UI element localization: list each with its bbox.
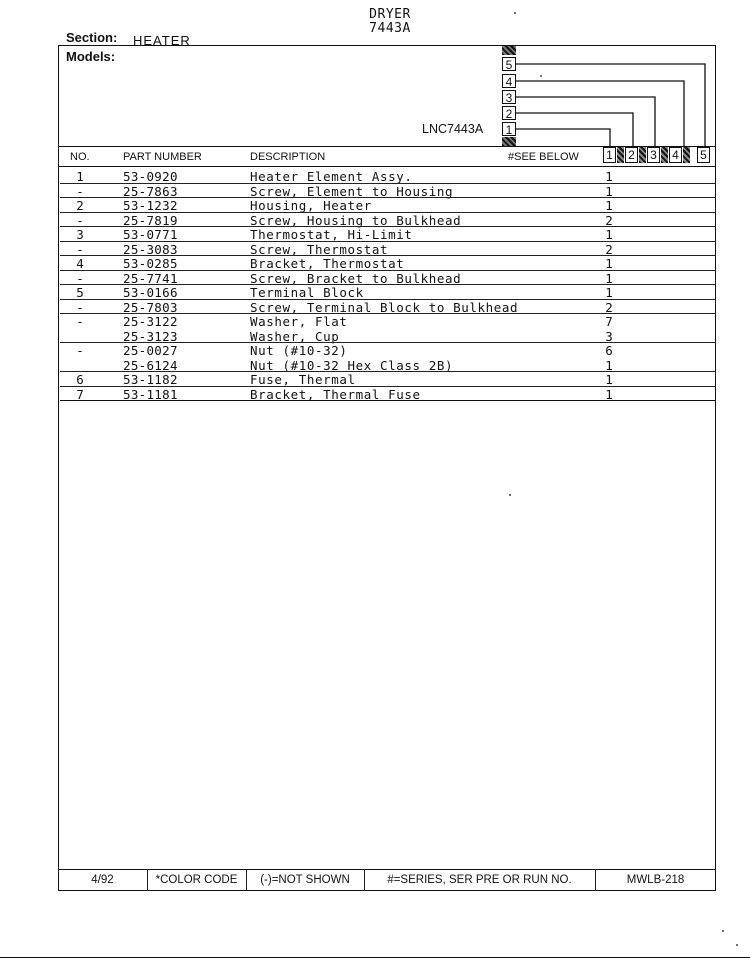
row-qty: 6 — [605, 343, 613, 358]
scan-speck — [514, 12, 516, 14]
row-part-number: 53-1181 — [123, 386, 178, 402]
footer-not-shown: (-)=NOT SHOWN — [260, 874, 350, 886]
row-part-number: 25-3123 — [123, 328, 178, 344]
row-description: Heater Element Assy. — [250, 169, 413, 184]
row-description: Nut (#10-32) — [250, 343, 348, 358]
series-box-5: 5 — [697, 147, 710, 163]
col-header-no: NO. — [70, 151, 90, 163]
row-rule — [60, 270, 716, 271]
row-part-number: 25-7741 — [123, 270, 178, 286]
model-code: 7443A — [369, 21, 411, 36]
series-box-2: 2 — [625, 147, 638, 163]
row-no: - — [76, 343, 84, 358]
header-bottom-rule — [58, 166, 716, 167]
series-hatch-1 — [617, 147, 624, 163]
row-part-number: 25-3122 — [123, 314, 178, 329]
row-part-number: 53-1232 — [123, 198, 178, 213]
page-bottom-rule — [0, 957, 750, 958]
series-hatch-3 — [661, 147, 668, 163]
row-description: Bracket, Thermostat — [250, 256, 405, 271]
model-box-5: 5 — [502, 57, 516, 71]
row-qty: 1 — [605, 372, 613, 387]
row-description: Bracket, Thermal Fuse — [250, 386, 421, 402]
row-rule — [60, 183, 716, 184]
row-no: - — [76, 212, 84, 228]
row-part-number: 53-0771 — [123, 227, 178, 242]
row-qty: 1 — [605, 285, 613, 300]
row-description: Screw, Bracket to Bulkhead — [250, 270, 462, 286]
row-description: Housing, Heater — [250, 198, 372, 213]
row-rule — [60, 212, 716, 213]
row-description: Nut (#10-32 Hex Class 2B) — [250, 357, 454, 373]
row-description: Thermostat, Hi-Limit — [250, 227, 413, 242]
scan-speck — [722, 930, 724, 932]
row-description: Screw, Terminal Block to Bulkhead — [250, 299, 519, 315]
row-description: Terminal Block — [250, 285, 364, 300]
row-qty: 2 — [605, 299, 613, 315]
col-header-see-below: #SEE BELOW — [508, 151, 579, 163]
row-qty: 1 — [605, 169, 613, 184]
series-hatch-4 — [683, 147, 690, 163]
row-rule — [60, 255, 716, 256]
row-part-number: 53-0285 — [123, 256, 178, 271]
footer-top-rule — [58, 869, 716, 870]
row-part-number: 25-6124 — [123, 357, 178, 373]
row-description: Washer, Cup — [250, 328, 340, 344]
row-no: 7 — [76, 386, 84, 402]
row-no: - — [76, 314, 84, 329]
row-no: 3 — [76, 227, 84, 242]
row-qty: 1 — [605, 183, 613, 199]
footer-color-code: *COLOR CODE — [155, 874, 238, 886]
row-part-number: 25-7803 — [123, 299, 178, 315]
series-box-1: 1 — [603, 147, 616, 163]
footer-doc-code: MWLB-218 — [626, 874, 685, 886]
row-part-number: 25-3083 — [123, 241, 178, 257]
row-description: Fuse, Thermal — [250, 372, 356, 387]
row-part-number: 25-0027 — [123, 343, 178, 358]
row-no: 2 — [76, 198, 84, 213]
row-qty: 2 — [605, 212, 613, 228]
models-label: Models: — [66, 49, 116, 64]
section-label: Section: — [66, 30, 118, 45]
row-rule — [60, 226, 716, 227]
series-hatch-2 — [639, 147, 646, 163]
row-description: Screw, Housing to Bulkhead — [250, 212, 462, 228]
table-row — [60, 315, 716, 330]
series-box-3: 3 — [647, 147, 660, 163]
row-no: 1 — [76, 169, 84, 184]
model-box-2: 2 — [502, 106, 516, 120]
footer-date: 4/92 — [91, 874, 114, 886]
col-header-description: DESCRIPTION — [250, 151, 326, 163]
model-box-3: 3 — [502, 90, 516, 104]
row-rule — [60, 299, 716, 300]
scan-speck — [540, 75, 542, 77]
table-end-rule — [60, 400, 716, 401]
scan-speck — [509, 494, 511, 496]
row-qty: 1 — [605, 386, 613, 402]
col-header-part-number: PART NUMBER — [123, 151, 202, 163]
product-title: DRYER — [369, 7, 411, 22]
row-rule — [60, 342, 716, 343]
row-rule — [60, 386, 716, 387]
row-qty: 1 — [605, 198, 613, 213]
model-name: LNC7443A — [422, 122, 484, 136]
row-rule — [60, 371, 716, 372]
row-qty: 3 — [605, 328, 613, 344]
row-description: Screw, Thermostat — [250, 241, 389, 257]
row-no: 4 — [76, 256, 84, 271]
row-qty: 2 — [605, 241, 613, 257]
row-qty: 1 — [605, 256, 613, 271]
model-box-1: 1 — [502, 122, 516, 136]
row-no: - — [76, 270, 84, 286]
footer-series-note: #=SERIES, SER PRE OR RUN NO. — [387, 874, 572, 886]
row-rule — [60, 284, 716, 285]
row-qty: 1 — [605, 270, 613, 286]
row-qty: 7 — [605, 314, 613, 329]
row-no: - — [76, 299, 84, 315]
row-no: - — [76, 241, 84, 257]
model-box-4: 4 — [502, 74, 516, 88]
series-box-4: 4 — [669, 147, 682, 163]
row-part-number: 53-0166 — [123, 285, 178, 300]
row-rule — [60, 241, 716, 242]
row-part-number: 25-7863 — [123, 183, 178, 199]
table-row — [60, 344, 716, 359]
row-qty: 1 — [605, 357, 613, 373]
row-part-number: 53-1182 — [123, 372, 178, 387]
row-rule — [60, 313, 716, 314]
row-rule — [60, 197, 716, 198]
row-part-number: 25-7819 — [123, 212, 178, 228]
section-value: HEATER — [133, 33, 191, 48]
row-description: Screw, Element to Housing — [250, 183, 454, 199]
row-qty: 1 — [605, 227, 613, 242]
scan-speck — [736, 944, 738, 946]
row-no: 6 — [76, 372, 84, 387]
row-no: 5 — [76, 285, 84, 300]
row-description: Washer, Flat — [250, 314, 348, 329]
row-part-number: 53-0920 — [123, 169, 178, 184]
row-no: - — [76, 183, 84, 199]
